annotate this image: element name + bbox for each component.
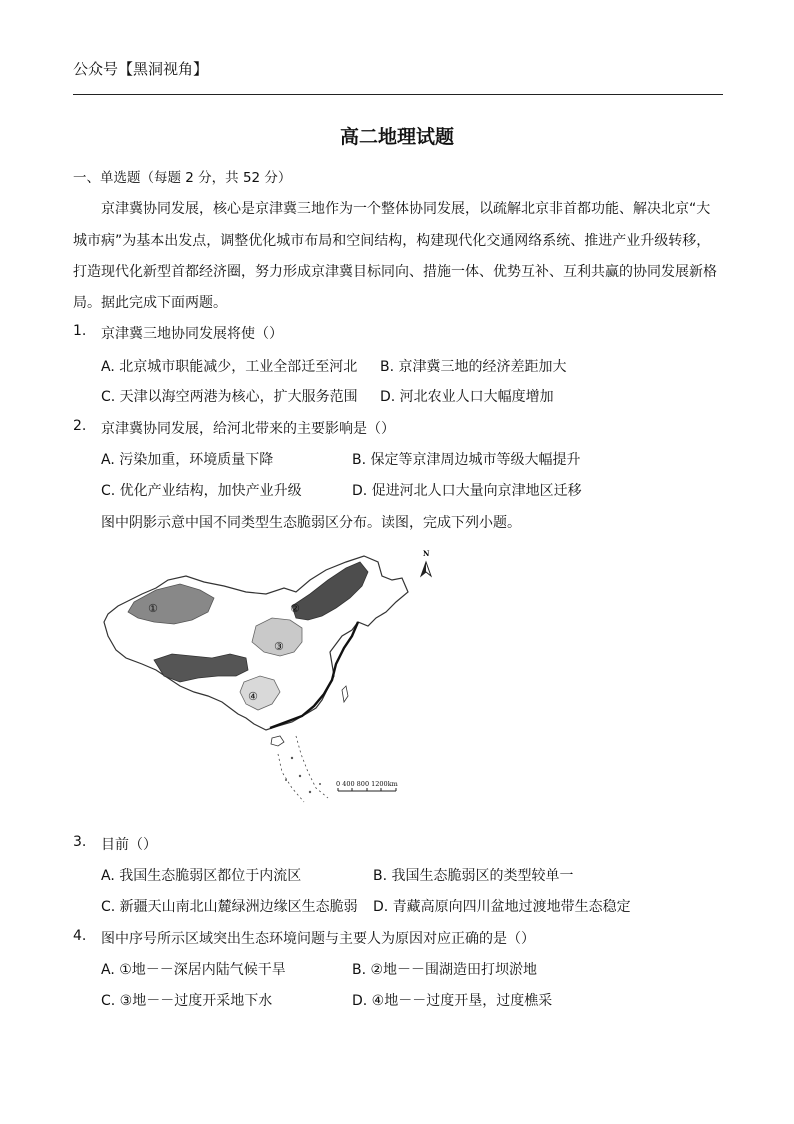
passage1-line-1: 京津冀协同发展，核心是京津冀三地作为一个整体协同发展，以疏解北京非首都功能、解决北京“大	[101, 201, 711, 217]
question-4-option-a: A. ①地－－深居内陆气候干旱	[101, 962, 286, 978]
question-2-option-a: A. 污染加重，环境质量下降	[101, 452, 274, 468]
question-4-option-d: D. ④地－－过度开垦，过度樵采	[352, 993, 553, 1009]
question-3-option-a: A. 我国生态脆弱区都位于内流区	[101, 868, 302, 884]
question-1-stem: 京津冀三地协同发展将使（）	[101, 326, 283, 342]
question-1-option-a: A. 北京城市职能减少，工业全部迁至河北	[101, 359, 358, 375]
question-3-stem: 目前（）	[101, 837, 157, 853]
north-label: N	[423, 549, 430, 558]
region-4-label: ④	[248, 690, 258, 703]
south-sea-islands	[278, 736, 328, 802]
question-4-stem: 图中序号所示区域突出生态环境问题与主要人为原因对应正确的是（）	[101, 931, 535, 947]
scale-label: 0 400 800 1200km	[336, 780, 398, 788]
region-2-label: ②	[290, 602, 300, 615]
hainan-island	[271, 736, 284, 746]
question-1-option-c: C. 天津以海空两港为核心，扩大服务范围	[101, 389, 358, 405]
region-3-label: ③	[274, 640, 284, 653]
question-2-option-d: D. 促进河北人口大量向京津地区迁移	[352, 483, 582, 499]
region-1-label: ①	[148, 602, 158, 615]
page-title: 高二地理试题	[339, 126, 454, 148]
passage1-line-2: 城市病”为基本出发点，调整优化城市布局和空间结构，构建现代化交通网络系统、推进产业升级转移，	[73, 233, 711, 249]
china-eco-fragile-map	[96, 540, 466, 805]
taiwan-island	[342, 686, 348, 702]
header-divider	[73, 94, 723, 95]
question-3-number: 3.	[73, 834, 87, 850]
passage2: 图中阴影示意中国不同类型生态脆弱区分布。读图，完成下列小题。	[101, 515, 521, 531]
question-1-option-d: D. 河北农业人口大幅度增加	[380, 389, 554, 405]
question-4-number: 4.	[73, 928, 87, 944]
question-4-option-b: B. ②地－－围湖造田打坝淤地	[352, 962, 538, 978]
passage1-line-4: 局。据此完成下面两题。	[73, 295, 227, 311]
question-3-option-b: B. 我国生态脆弱区的类型较单一	[373, 868, 574, 884]
north-arrow-icon	[421, 549, 431, 576]
question-2-option-c: C. 优化产业结构，加快产业升级	[101, 483, 302, 499]
question-3-option-d: D. 青藏高原向四川盆地过渡地带生态稳定	[373, 899, 631, 915]
question-2-stem: 京津冀协同发展，给河北带来的主要影响是（）	[101, 421, 395, 437]
passage1-line-3: 打造现代化新型首都经济圈，努力形成京津冀目标同向、措施一体、优势互补、互利共赢的协同发展新格	[73, 264, 717, 280]
question-3-option-c: C. 新疆天山南北山麓绿洲边缘区生态脆弱	[101, 899, 358, 915]
question-2-number: 2.	[73, 418, 87, 434]
account-header: 公众号【黑洞视角】	[73, 60, 209, 78]
scale-bar	[336, 780, 398, 791]
question-1-number: 1.	[73, 323, 87, 339]
question-2-option-b: B. 保定等京津周边城市等级大幅提升	[352, 452, 581, 468]
question-4-option-c: C. ③地－－过度开采地下水	[101, 993, 273, 1009]
question-1-option-b: B. 京津冀三地的经济差距加大	[380, 359, 567, 375]
section-heading: 一、单选题（每题 2 分，共 52 分）	[73, 170, 292, 186]
